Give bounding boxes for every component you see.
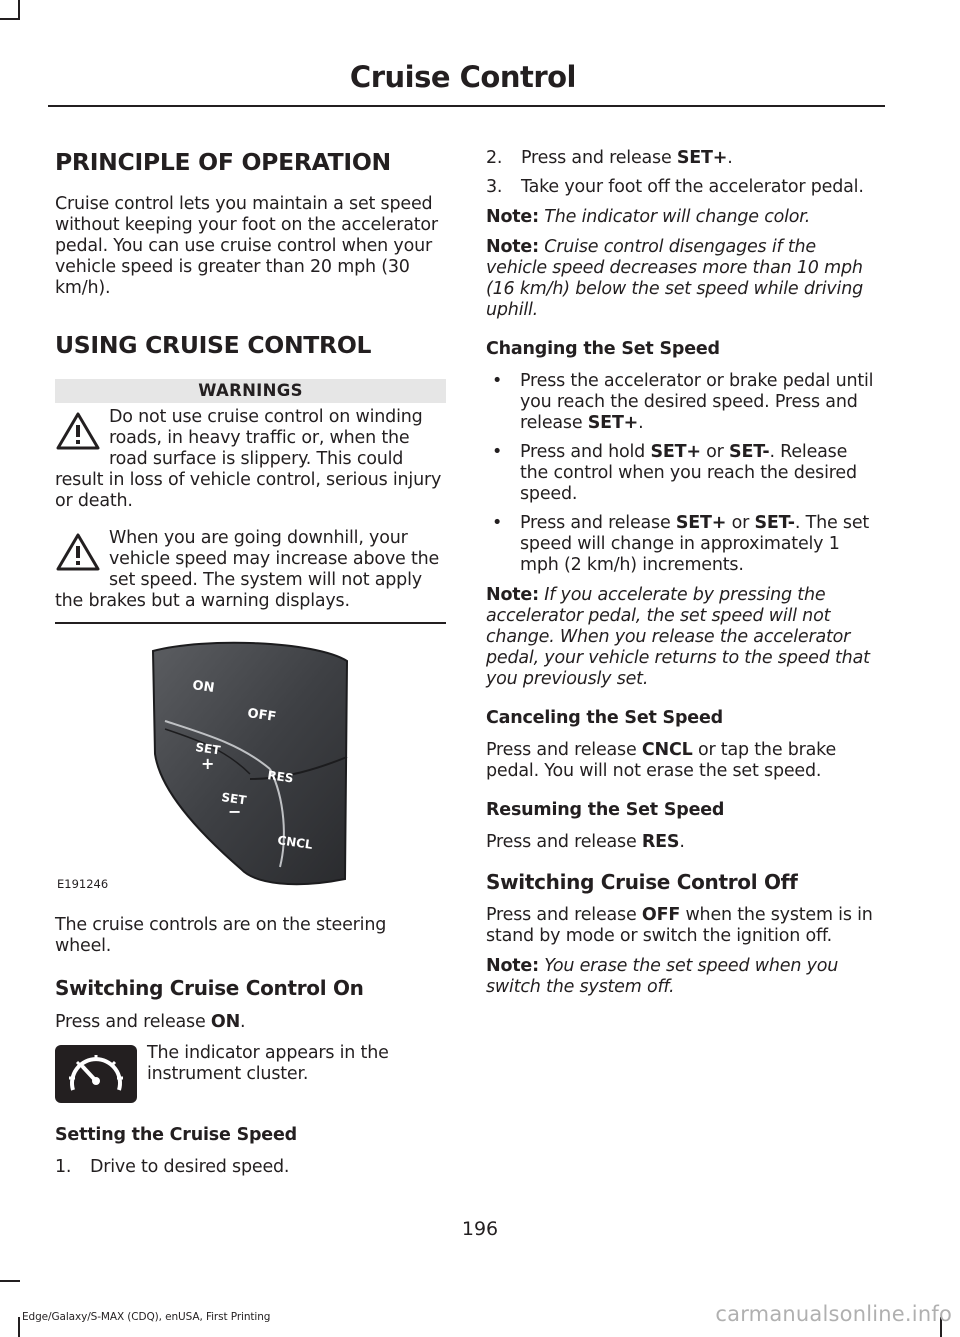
cruise-switch-illustration: [55, 639, 446, 894]
warning-triangle-icon: [55, 532, 101, 572]
key-on: ON: [210, 1012, 241, 1032]
warning-block: [55, 528, 446, 612]
list-number: 3.: [486, 177, 503, 197]
note-4: Note: You erase the set speed when you switch the system off.: [486, 956, 839, 997]
figure-code: E191246: [57, 877, 109, 891]
figure-label-off: OFF: [246, 706, 278, 725]
warning-block: [55, 407, 446, 512]
crop-mark: [18, 1317, 20, 1337]
list-number: 2.: [486, 148, 503, 168]
heading-setting-speed: Setting the Cruise Speed: [55, 1125, 297, 1145]
page-number: 196: [461, 1218, 499, 1240]
cruise-controls-figure: [55, 639, 446, 894]
section-rule: [55, 622, 446, 624]
figure-label-set-plus: SET: [194, 740, 222, 758]
key-set-plus: SET+: [676, 148, 728, 168]
crop-mark: [0, 1280, 20, 1282]
bullet-text: Press and hold SET+ or SET-. Release the control when you reach the desired speed.: [520, 442, 857, 504]
bullet-item: [486, 442, 879, 505]
resuming-text: Press and release RES.: [486, 832, 685, 852]
warning-triangle-icon: [55, 411, 101, 451]
footer-text: Edge/Galaxy/S-MAX (CDQ), enUSA, First Printing: [22, 1311, 271, 1323]
bullet-item: [486, 371, 879, 434]
figure-label-set-minus: SET: [220, 790, 248, 808]
watermark: carmanualsonline.info: [715, 1302, 952, 1326]
canceling-text: Press and release CNCL or tap the brake pedal. You will not erase the set speed.: [486, 740, 837, 781]
left-column: [55, 130, 446, 1178]
right-column: [486, 130, 879, 998]
heading-using: USING CRUISE CONTROL: [55, 331, 372, 359]
crop-mark: [18, 0, 20, 20]
bullet-glyph: •: [492, 513, 503, 533]
key-off: OFF: [641, 905, 681, 925]
warnings-label: WARNINGS: [55, 379, 446, 403]
key-set-plus: SET+: [587, 413, 639, 433]
bullet-text: Press the accelerator or brake pedal until you reach the desired speed. Press and release SET+.: [520, 371, 874, 433]
list-text: Press and release SET+.: [521, 148, 733, 168]
figure-label-cncl: CNCL: [276, 833, 314, 852]
indicator-text: The indicator appears in the instrument cluster.: [147, 1043, 389, 1084]
heading-principle: PRINCIPLE OF OPERATION: [55, 148, 391, 176]
figure-label-on: ON: [191, 678, 216, 697]
list-number: 1.: [55, 1157, 72, 1177]
note-3: Note: If you accelerate by pressing the accelerator pedal, the set speed will not change. When you release the accelerator pedal, your vehicle returns to the speed that you previously set.: [486, 585, 870, 689]
figure-label-plus: +: [201, 754, 215, 773]
indicator-block: [55, 1043, 446, 1107]
list-text: Drive to desired speed.: [90, 1157, 290, 1177]
figure-label-minus: −: [228, 802, 242, 821]
key-set-minus: SET-: [729, 442, 770, 462]
figure-label-res: RES: [266, 768, 295, 786]
list-text: Take your foot off the accelerator pedal.: [521, 177, 864, 197]
heading-switching-on: Switching Cruise Control On: [55, 976, 364, 1000]
note-label: Note:: [486, 207, 539, 227]
heading-switching-off: Switching Cruise Control Off: [486, 870, 798, 894]
switching-off-text: Press and release OFF when the system is in stand by mode or switch the ignition off.: [486, 905, 873, 946]
section-title: Cruise Control: [349, 60, 576, 94]
key-set-plus: SET+: [650, 442, 701, 462]
bullet-glyph: •: [492, 442, 503, 462]
bullet-glyph: •: [492, 371, 503, 391]
controls-caption: The cruise controls are on the steering wheel.: [55, 915, 387, 956]
key-cncl: CNCL: [641, 740, 693, 760]
heading-resuming-speed: Resuming the Set Speed: [486, 800, 725, 820]
key-res: RES: [641, 832, 680, 852]
key-set-minus: SET-: [754, 513, 795, 533]
crop-mark: [0, 18, 20, 20]
switching-on-text: Press and release ON.: [55, 1012, 246, 1032]
note-label: Note:: [486, 237, 539, 257]
key-set-plus: SET+: [675, 513, 727, 533]
note-2: Note: Cruise control disengages if the vehicle speed decreases more than 10 mph (16 km/h) below the set speed while driving uphill.: [486, 237, 863, 320]
note-label: Note:: [486, 585, 539, 605]
heading-canceling-speed: Canceling the Set Speed: [486, 708, 723, 728]
cruise-indicator-icon: [55, 1045, 137, 1103]
bullet-item: [486, 513, 879, 576]
note-1: Note: The indicator will change color.: [486, 207, 811, 227]
warning-text-1: Do not use cruise control on winding roads, in heavy traffic or, when the road surface is slippery. This could result in loss of vehicle control, serious injury or death.: [55, 407, 442, 511]
header-rule: [48, 105, 885, 107]
list-item: [486, 148, 879, 169]
list-item: [55, 1157, 446, 1178]
bullet-text: Press and release SET+ or SET-. The set speed will change in approximately 1 mph (2 km/h) increments.: [520, 513, 870, 575]
warning-text-2: When you are going downhill, your vehicle speed may increase above the set speed. The system will not apply the brakes but a warning displays.: [55, 528, 440, 611]
principle-text: Cruise control lets you maintain a set speed without keeping your foot on the accelerator pedal. You can use cruise control when your vehicle speed is greater than 20 mph (30 km/h).: [55, 194, 438, 298]
note-label: Note:: [486, 956, 539, 976]
heading-changing-speed: Changing the Set Speed: [486, 339, 720, 359]
list-item: [486, 177, 879, 198]
